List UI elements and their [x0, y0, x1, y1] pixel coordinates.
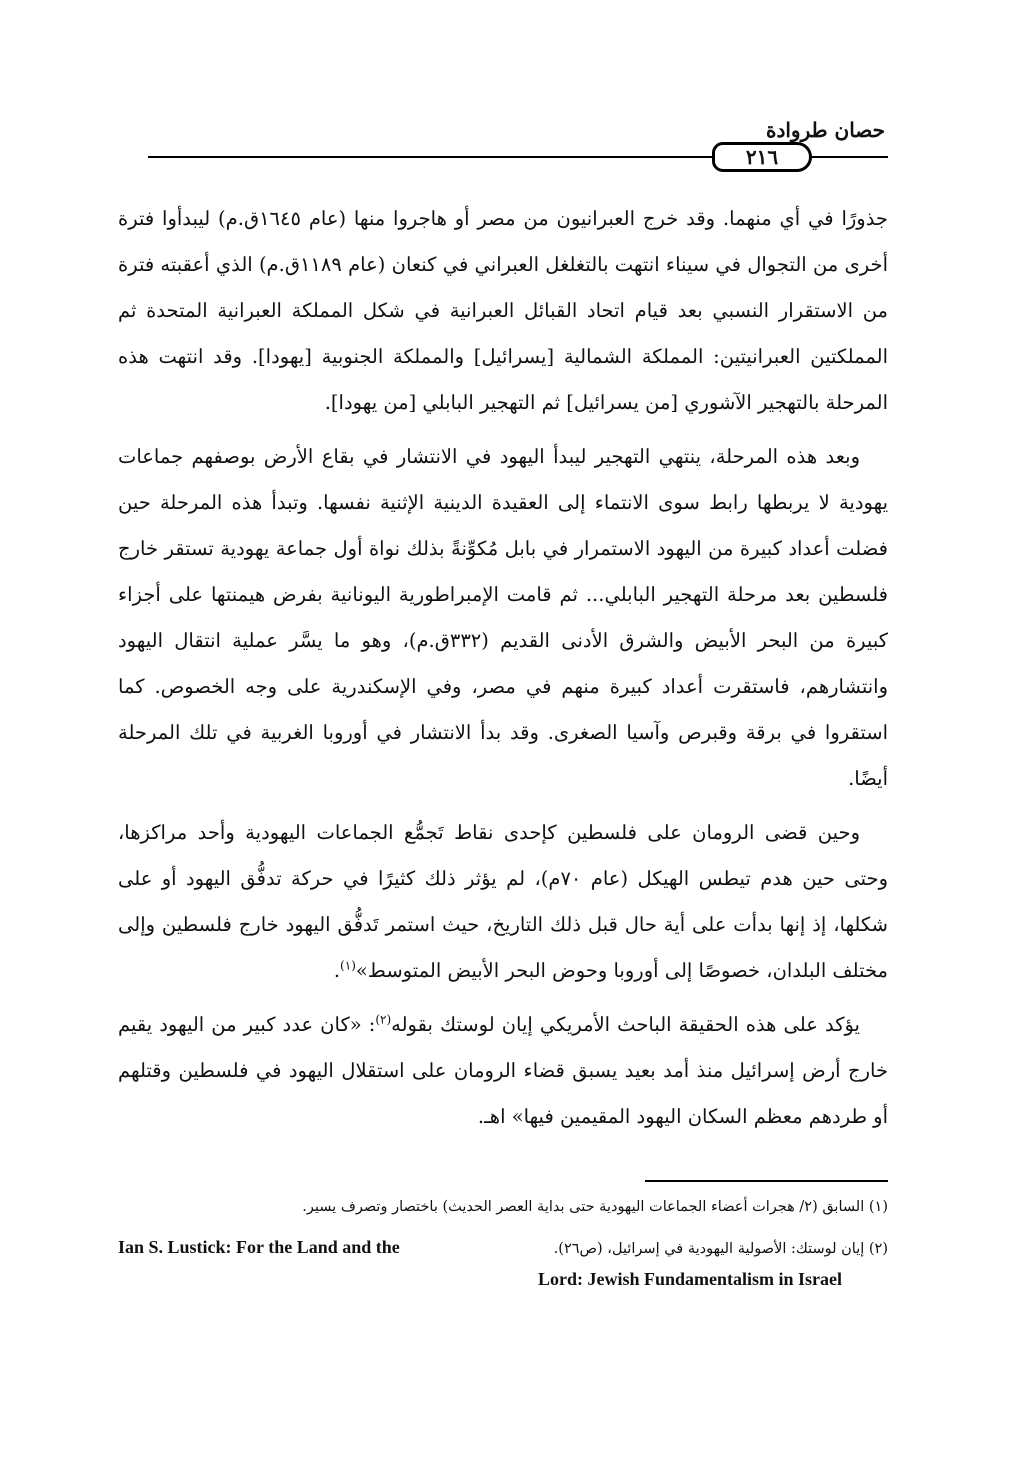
footnote-ref-1: (١) [340, 958, 356, 973]
footnote-ref-2: (٢) [375, 1012, 392, 1027]
footnote-2 [118, 1238, 888, 1298]
body-text [118, 196, 888, 1148]
paragraph-3 [118, 810, 888, 994]
footnote-2-english-line-2: Lord: Jewish Fundamentalism in Israel [537, 1269, 842, 1289]
footnote-rule [645, 1180, 888, 1182]
footnote-2-arabic: (٢) إيان لوستك: الأصولية اليهودية في إسرائيل، (ص٢٦). [553, 1241, 888, 1257]
paragraph-2: وبعد هذه المرحلة، ينتهي التهجير ليبدأ اليهود في الانتشار في بقاع الأرض بوصفهم جماعات يهودية لا يربطها رابط سوى الانتماء إلى العقيدة الدينية الإثنية نفسها. وتبدأ هذه المرحلة حين فضلت أعداد كبيرة من اليهود الاستمرار في بابل مُكوِّنةً بذلك نواة أول جماعة يهودية تستقر خارج فلسطين بعد مرحلة التهجير البابلي... ثم قامت الإمبراطورية اليونانية بفرض هيمنتها على أجزاء كبيرة من البحر الأبيض والشرق الأدنى القديم (٣٣٢ق.م)، وهو ما يسَّر عملية انتقال اليهود وانتشارهم، فاستقرت أعداد كبيرة منهم في مصر، وفي الإسكندرية على وجه الخصوص. كما استقروا في برقة وقبرص وآسيا الصغرى. وقد بدأ الانتشار في أوروبا الغربية في تلك المرحلة أيضًا. [118, 445, 888, 790]
paragraph-4 [118, 1002, 888, 1140]
paragraph-4-text-a: يؤكد على هذه الحقيقة الباحث الأمريكي إيان لوستك بقوله [391, 1013, 860, 1036]
running-title: حصان طروادة [765, 118, 885, 142]
paragraph-3-text: وحين قضى الرومان على فلسطين كإحدى نقاط تَجمُّع الجماعات اليهودية وأحد مراكزها، وحتى حين هدم تيطس الهيكل (عام ٧٠م)، لم يؤثر ذلك كثيرًا في حركة تدفُّق اليهود أو على شكلها، إذ إنها بدأت على أية حال قبل ذلك التاريخ، حيث استمر تَدفُّق اليهود خارج فلسطين وإلى مختلف البلدان، خصوصًا إلى أوروبا وحوض البحر الأبيض المتوسط» [118, 821, 888, 982]
footnote-2-english-line-1: Ian S. Lustick: For the Land and the [118, 1237, 400, 1257]
footnotes [118, 1196, 888, 1298]
footnote-1: (١) السابق (٢/ هجرات أعضاء الجماعات اليهودية حتى بداية العصر الحديث) باختصار وتصرف يسير. [302, 1199, 888, 1215]
paragraph-3-end: . [333, 959, 341, 982]
paragraph-1: جذورًا في أي منهما. وقد خرج العبرانيون من مصر أو هاجروا منها (عام ١٦٤٥ق.م) ليبدأوا فترة أخرى من التجوال في سيناء انتهت بالتغلغل العبراني في كنعان (عام ١١٨٩ق.م) الذي أعقبته فترة من الاستقرار النسبي بعد قيام اتحاد القبائل العبرانية في شكل المملكة العبرانية المتحدة ثم المملكتين العبرانيتين: المملكة الشمالية [يسرائيل] والمملكة الجنوبية [يهودا]. وقد انتهت هذه المرحلة بالتهجير الآشوري [من يسرائيل] ثم التهجير البابلي [من يهودا]. [118, 207, 888, 414]
page-number-badge: ٢١٦ [712, 142, 812, 172]
paragraph-4-text-b: : «كان عدد كبير من اليهود يقيم خارج أرض إسرائيل منذ أمد بعيد يسبق قضاء الرومان على استقلال اليهود في فلسطين وقتلهم أو طردهم معظم السكان اليهود المقيمين فيها» اهـ. [118, 1013, 888, 1128]
